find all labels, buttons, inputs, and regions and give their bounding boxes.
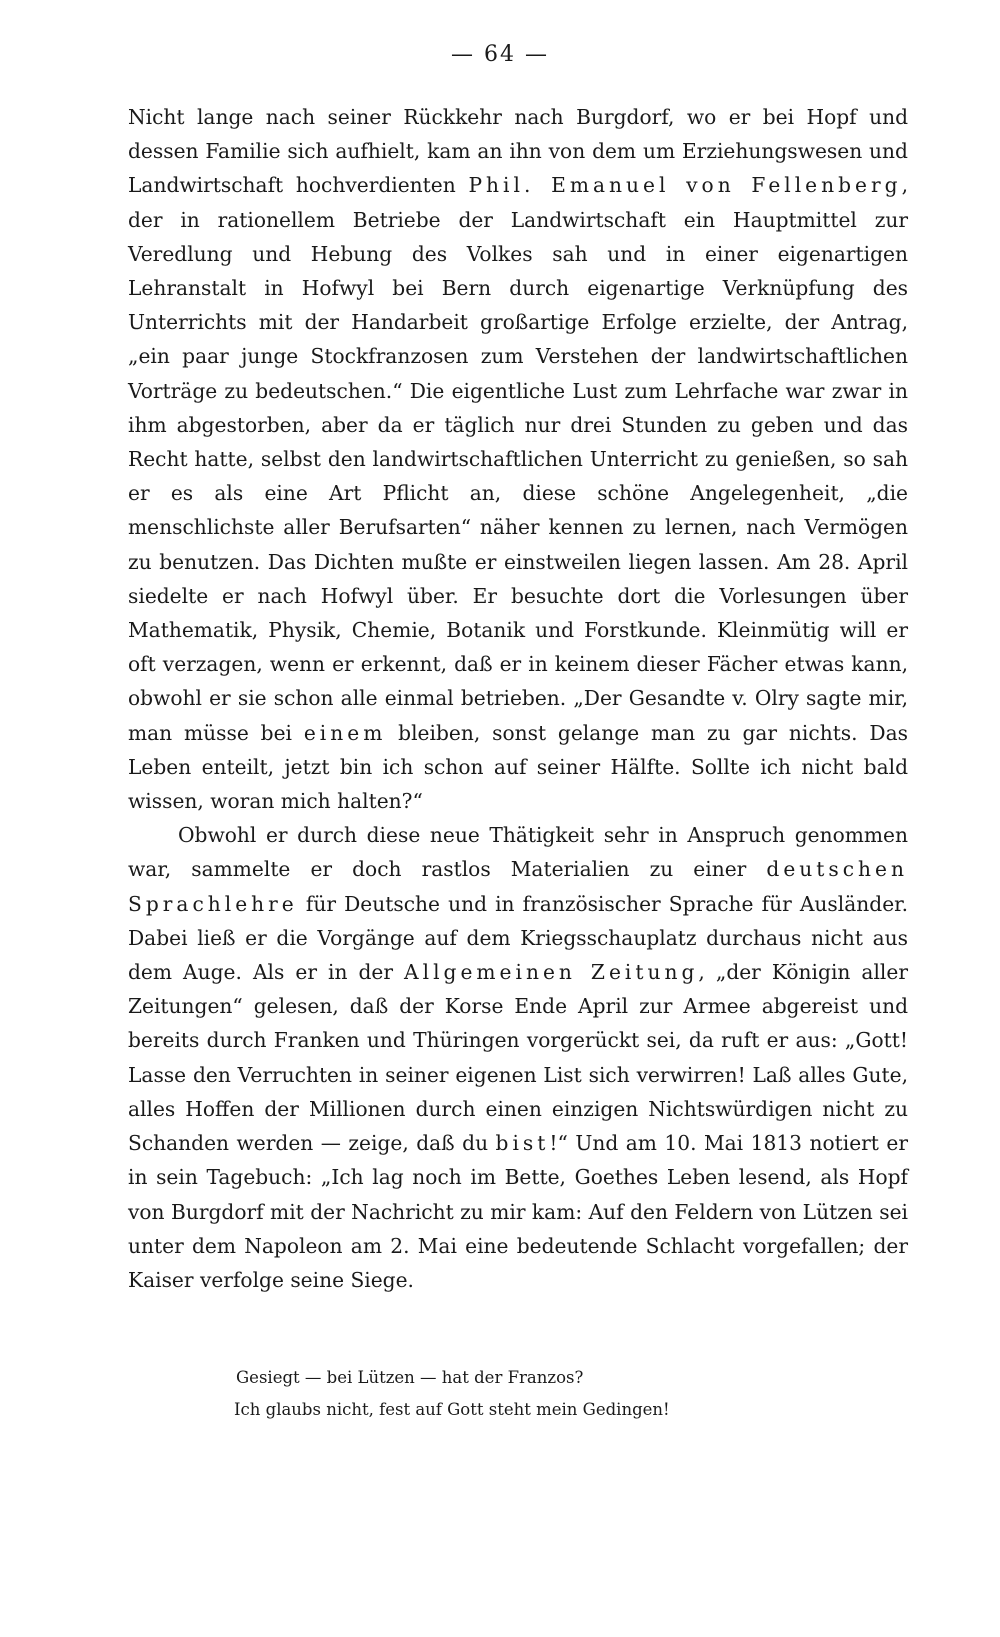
poem-quote <box>236 1362 836 1426</box>
paragraph-2-segment-7: !“ Und am 10. Mai 1813 notiert er in sein Tagebuch: „Ich lag noch im Bette, Goethes Leben lesend, als Hopf von Burgdorf mit der Nachricht zu mir kam: Auf den Feldern von Lützen sei unter dem Napoleon am 2. Mai eine bedeutende Schlacht vorgefallen; der Kaiser verfolge seine Siege. <box>128 1131 908 1292</box>
emphasized-word-bist: bist <box>495 1131 550 1156</box>
paragraph-2-segment-1: Obwohl er durch diese neue Thätigkeit sehr in Anspruch genommen war, sammelte er doch rastlos Materialien zu einer <box>128 823 908 882</box>
paragraph-2-segment-5: , „der Königin aller Zeitungen“ gelesen, daß der Korse Ende April zur Armee abgereist und bereits durch Franken und Thüringen vorgerückt sei, da ruft er aus: „Gott! Lasse den Verruchten in seiner eigenen List sich verwirren! Laß alles Gute, alles Hoffen der Millionen durch einen einzigen Nichtswürdigen nicht zu Schanden werden — zeige, daß du <box>128 960 908 1156</box>
paragraph-1 <box>128 100 908 818</box>
paragraph-1-segment-5: bleiben, sonst gelange man zu gar nichts. Das Leben enteilt, jetzt bin ich schon auf seiner Hälfte. Sollte ich nicht bald wissen, woran mich halten?“ <box>128 720 908 814</box>
emphasized-word-einem: einem <box>303 720 387 745</box>
paragraph-1-segment-1: Nicht lange nach seiner Rückkehr nach Burgdorf, wo er bei Hopf und dessen Familie sich aufhielt, kam an ihn von dem um Erziehungswesen und Landwirtschaft hochverdienten <box>128 105 908 198</box>
page-number: — 64 — <box>451 42 549 67</box>
emphasized-deutschen-sprachlehre: deutschen Sprachlehre <box>128 857 908 916</box>
paragraph-2-segment-3: für Deutsche und in französischer Sprache für Ausländer. Dabei ließ er die Vorgänge auf dem Kriegsschauplatz durchaus nicht aus dem Auge. Als er in der <box>128 891 908 985</box>
body-text <box>128 100 908 1297</box>
paragraph-2 <box>128 818 908 1297</box>
emphasized-name-fellenberg: Phil. Emanuel von Fellenberg <box>468 173 902 198</box>
paragraph-1-segment-3: , der in rationellem Betriebe der Landwirtschaft ein Hauptmittel zur Veredlung und Hebung des Volkes sah und in einer eigenartigen Lehranstalt in Hofwyl bei Bern durch eigenartige Verknüpfung des Unterrichts mit der Handarbeit großartige Erfolge erzielte, der Antrag, „ein paar junge Stockfranzosen zum Verstehen der landwirtschaftlichen Vorträge zu bedeutschen.“ Die eigentliche Lust zum Lehrfache war zwar in ihm abgestorben, aber da er täglich nur drei Stunden zu geben und das Recht hatte, selbst den landwirtschaftlichen Unterricht zu genießen, so sah er es als eine Art Pflicht an, diese schöne Angelegenheit, „die menschlichste aller Berufsarten“ näher kennen zu lernen, nach Vermögen zu benutzen. Das Dichten mußte er einstweilen liegen lassen. Am 28. April siedelte er nach Hofwyl über. Er besuchte dort die Vorlesungen über Mathematik, Physik, Chemie, Botanik und Forstkunde. Kleinmütig will er oft verzagen, wenn er erkennt, daß er in keinem dieser Fächer etwas kann, obwohl er sie schon alle einmal betrieben. „Der Gesandte v. Olry sagte mir, man müsse bei <box>128 173 908 745</box>
poem-line-1: Gesiegt — bei Lützen — hat der Franzos? <box>236 1368 584 1387</box>
emphasized-allgemeinen-zeitung: Allgemeinen Zeitung <box>404 960 699 985</box>
poem-line-2: Ich glaubs nicht, fest auf Gott steht mein Gedingen! <box>234 1400 670 1419</box>
